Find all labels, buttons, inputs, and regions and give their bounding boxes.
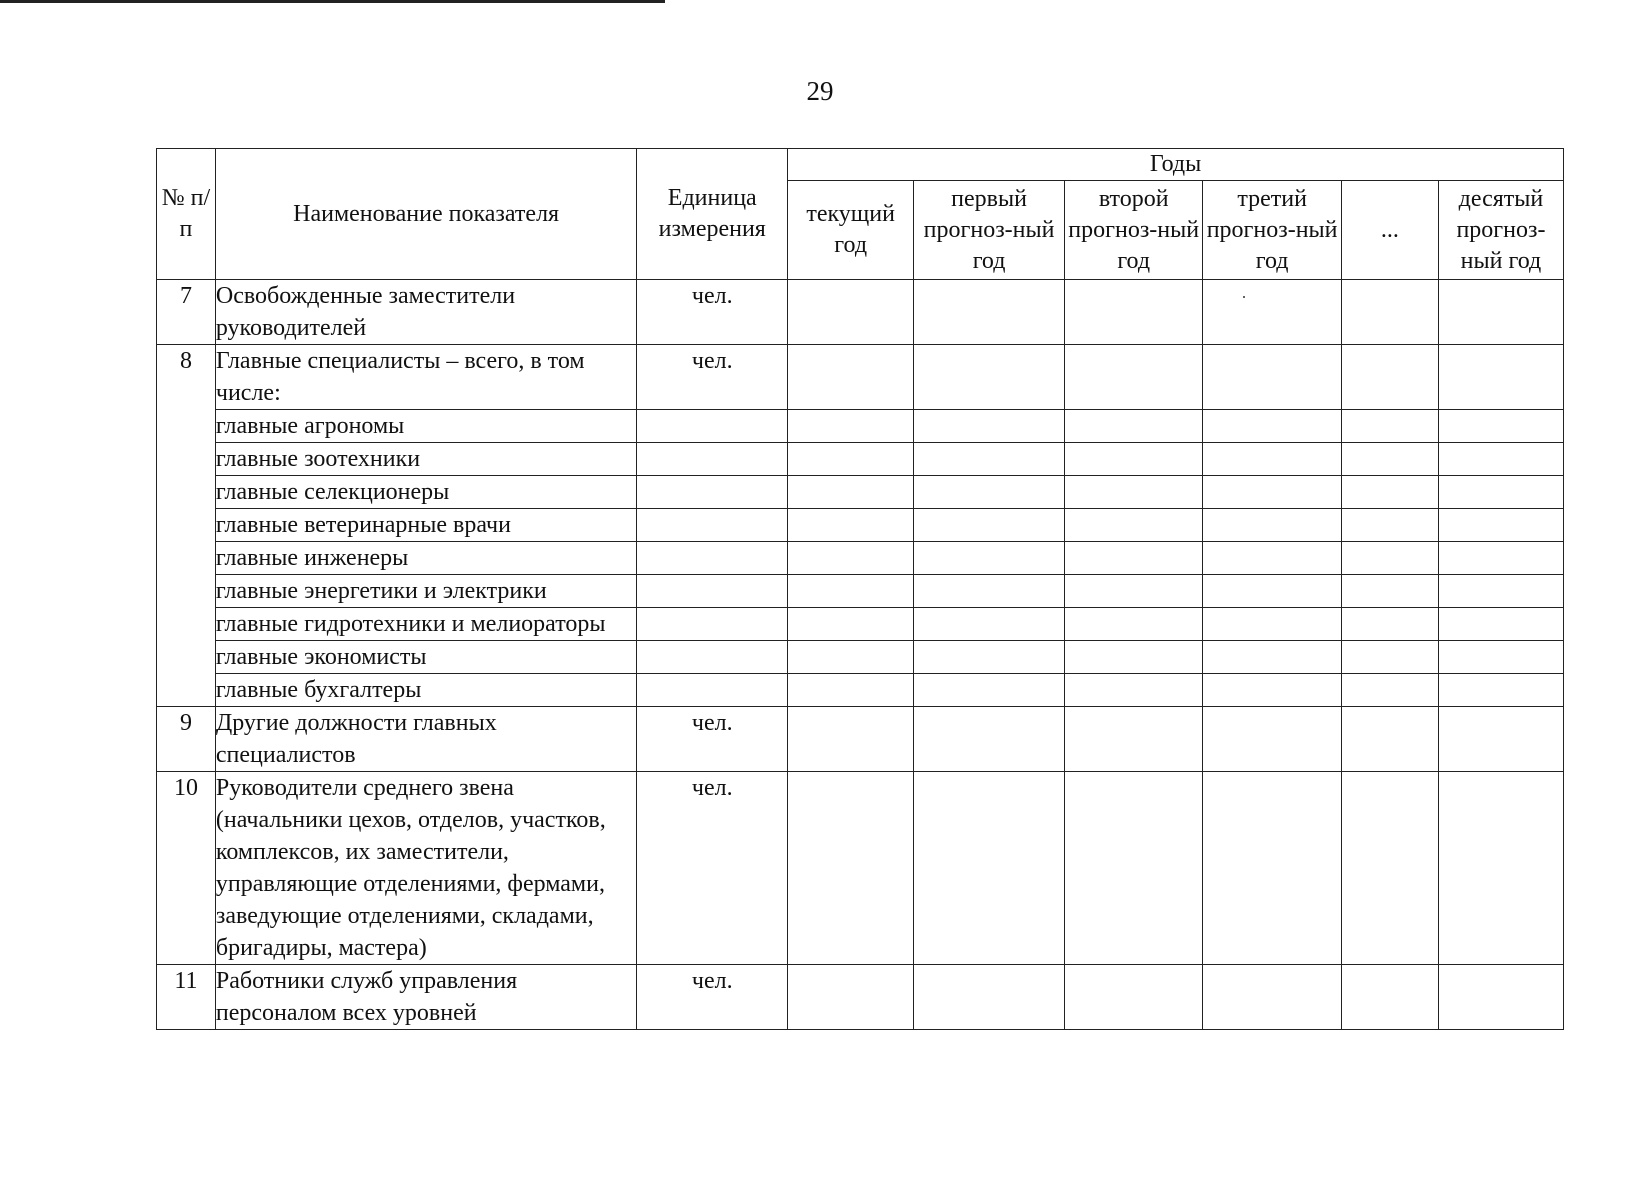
cell-empty (1203, 410, 1341, 443)
row-num: 10 (157, 772, 216, 965)
cell-empty (1064, 707, 1202, 772)
header-year-1: первый прогноз-ный год (914, 181, 1065, 280)
cell-empty (1064, 965, 1202, 1030)
row-num: 7 (157, 280, 216, 345)
header-year-10: десятый прогноз-ный год (1438, 181, 1563, 280)
cell-empty (1064, 345, 1202, 410)
cell-empty (788, 410, 914, 443)
cell-empty (1438, 608, 1563, 641)
cell-empty (1438, 410, 1563, 443)
top-rule (0, 0, 665, 3)
staffing-table (156, 148, 1564, 1030)
cell-empty (1064, 674, 1202, 707)
cell-empty (914, 674, 1065, 707)
table-row (157, 476, 1564, 509)
header-name: Наименование показателя (215, 149, 636, 280)
cell-empty (914, 608, 1065, 641)
cell-empty (1341, 280, 1438, 345)
cell-empty (1341, 674, 1438, 707)
cell-empty (1203, 772, 1341, 965)
cell-empty (1438, 965, 1563, 1030)
cell-empty (788, 965, 914, 1030)
row-name: Главные специалисты – всего, в том числе: (215, 345, 636, 410)
cell-empty (1064, 641, 1202, 674)
row-name: Работники служб управления персоналом всех уровней (215, 965, 636, 1030)
table-row (157, 410, 1564, 443)
cell-empty (1438, 641, 1563, 674)
cell-empty (1438, 443, 1563, 476)
cell-empty (1064, 509, 1202, 542)
cell-empty (637, 608, 788, 641)
row-name: Освобожденные заместители руководителей (215, 280, 636, 345)
cell-empty (637, 410, 788, 443)
cell-empty (1341, 410, 1438, 443)
row-unit: чел. (637, 707, 788, 772)
cell-empty (914, 280, 1065, 345)
cell-empty (1064, 476, 1202, 509)
cell-empty (914, 707, 1065, 772)
row-name: Другие должности главных специалистов (215, 707, 636, 772)
cell-empty (637, 443, 788, 476)
header-year-3: третий прогноз-ный год (1203, 181, 1341, 280)
header-year-ellipsis: ... (1341, 181, 1438, 280)
cell-empty (1203, 575, 1341, 608)
cell-empty (788, 345, 914, 410)
cell-empty (1341, 608, 1438, 641)
table-row (157, 345, 1564, 410)
cell-empty (1203, 476, 1341, 509)
table-row (157, 707, 1564, 772)
cell-empty (788, 641, 914, 674)
cell-empty (788, 674, 914, 707)
sub-row-name: главные экономисты (215, 641, 636, 674)
cell-empty (914, 575, 1065, 608)
header-num: № п/п (157, 149, 216, 280)
cell-empty (1438, 772, 1563, 965)
cell-empty (1203, 345, 1341, 410)
sub-row-name: главные бухгалтеры (215, 674, 636, 707)
cell-empty (788, 280, 914, 345)
cell-empty (1341, 476, 1438, 509)
table-row (157, 674, 1564, 707)
cell-empty (1203, 965, 1341, 1030)
cell-empty (1341, 345, 1438, 410)
cell-empty (1064, 772, 1202, 965)
row-name: Руководители среднего звена (начальники цехов, отделов, участков, комплексов, их заместители, управляющие отделениями, фермами, заведующие отделениями, складами, бригадиры, мастера) (215, 772, 636, 965)
cell-empty (1203, 707, 1341, 772)
cell-empty (1203, 280, 1341, 345)
cell-empty (914, 542, 1065, 575)
table-row (157, 608, 1564, 641)
cell-empty (1203, 509, 1341, 542)
cell-empty (1341, 443, 1438, 476)
sub-row-name: главные инженеры (215, 542, 636, 575)
cell-empty (788, 772, 914, 965)
cell-empty (1438, 345, 1563, 410)
cell-empty (1203, 443, 1341, 476)
row-unit: чел. (637, 772, 788, 965)
sub-row-name: главные ветеринарные врачи (215, 509, 636, 542)
cell-empty (788, 542, 914, 575)
cell-empty (1341, 542, 1438, 575)
cell-empty (914, 772, 1065, 965)
cell-empty (1203, 608, 1341, 641)
cell-empty (1064, 280, 1202, 345)
table-row (157, 443, 1564, 476)
cell-empty (1203, 641, 1341, 674)
cell-empty (1438, 707, 1563, 772)
cell-empty (1064, 575, 1202, 608)
table-row (157, 542, 1564, 575)
cell-empty (1341, 965, 1438, 1030)
cell-empty (1438, 280, 1563, 345)
page-number: 29 (806, 76, 834, 106)
header-row-1 (157, 149, 1564, 181)
sub-row-name: главные селекционеры (215, 476, 636, 509)
sub-row-name: главные гидротехники и мелиораторы (215, 608, 636, 641)
header-unit: Единица измерения (637, 149, 788, 280)
cell-empty (914, 641, 1065, 674)
cell-empty (1064, 542, 1202, 575)
cell-empty (637, 542, 788, 575)
cell-empty (914, 476, 1065, 509)
cell-empty (637, 509, 788, 542)
cell-empty (914, 410, 1065, 443)
cell-empty (1203, 674, 1341, 707)
cell-empty (914, 443, 1065, 476)
row-num: 11 (157, 965, 216, 1030)
cell-empty (1341, 772, 1438, 965)
cell-empty (1341, 575, 1438, 608)
sub-row-name: главные зоотехники (215, 443, 636, 476)
table-row (157, 772, 1564, 965)
cell-empty (914, 345, 1065, 410)
table-row (157, 575, 1564, 608)
cell-empty (1341, 641, 1438, 674)
cell-empty (788, 443, 914, 476)
cell-empty (788, 476, 914, 509)
cell-empty (1438, 575, 1563, 608)
cell-empty (788, 575, 914, 608)
cell-empty (637, 575, 788, 608)
cell-empty (788, 509, 914, 542)
cell-empty (1203, 542, 1341, 575)
row-num: 8 (157, 345, 216, 707)
sub-row-name: главные энергетики и электрики (215, 575, 636, 608)
cell-empty (788, 707, 914, 772)
row-unit: чел. (637, 345, 788, 410)
cell-empty (1438, 542, 1563, 575)
cell-empty (637, 476, 788, 509)
row-unit: чел. (637, 965, 788, 1030)
cell-empty (1438, 674, 1563, 707)
table-row (157, 641, 1564, 674)
cell-empty (1064, 443, 1202, 476)
cell-empty (637, 641, 788, 674)
cell-empty (1064, 410, 1202, 443)
header-year-2: второй прогноз-ный год (1064, 181, 1202, 280)
table-body (157, 280, 1564, 1030)
sub-row-name: главные агрономы (215, 410, 636, 443)
table-header (157, 149, 1564, 280)
header-years: Годы (788, 149, 1564, 181)
cell-empty (1438, 476, 1563, 509)
cell-empty (1341, 707, 1438, 772)
cell-empty (914, 965, 1065, 1030)
row-unit: чел. (637, 280, 788, 345)
cell-empty (788, 608, 914, 641)
table-row (157, 280, 1564, 345)
row-num: 9 (157, 707, 216, 772)
table-row (157, 509, 1564, 542)
table-row (157, 965, 1564, 1030)
cell-empty (1064, 608, 1202, 641)
cell-empty (637, 674, 788, 707)
header-year-current: текущий год (788, 181, 914, 280)
cell-empty (1341, 509, 1438, 542)
cell-empty (1438, 509, 1563, 542)
cell-empty (914, 509, 1065, 542)
